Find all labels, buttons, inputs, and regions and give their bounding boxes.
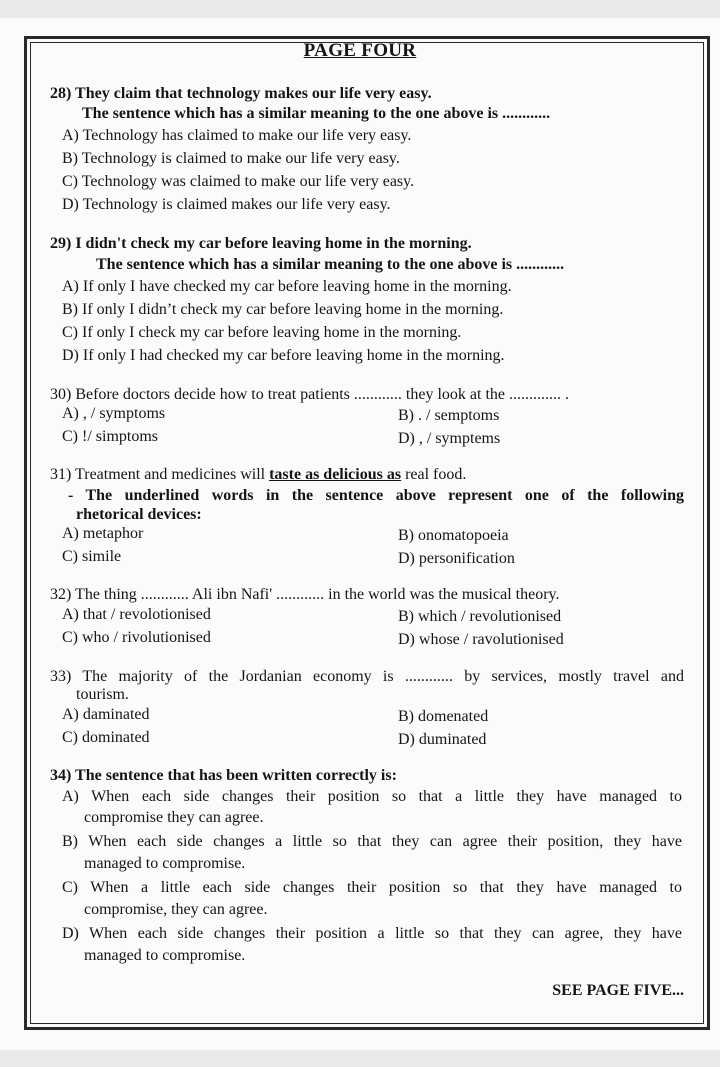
q33-option-b: B) domenated <box>398 708 489 725</box>
q29-option-c: C) If only I check my car before leaving home in the morning. <box>62 324 462 341</box>
q31-option-d: D) personification <box>398 550 515 567</box>
q28-option-d: D) Technology is claimed makes our life very easy. <box>62 196 391 213</box>
q28-option-b: B) Technology is claimed to make our life very easy. <box>62 150 400 167</box>
q28-option-c: C) Technology was claimed to make our life very easy. <box>62 173 415 190</box>
q31-option-b: B) onomatopoeia <box>398 527 509 544</box>
q34-option-b: B) When each side changes a little so that they can agree their position, they have <box>62 833 682 850</box>
q34-option-c: C) When a little each side changes their position so that they have managed to <box>62 879 682 896</box>
footer-next-page: SEE PAGE FIVE... <box>552 982 684 999</box>
q31-stem-end: real food. <box>401 466 467 483</box>
q29-instruction: The sentence which has a similar meaning to the one above is ............ <box>96 256 565 273</box>
page-title: PAGE FOUR <box>303 40 417 61</box>
q33-option-c: C) dominated <box>62 729 150 746</box>
q30-option-c: C) !/ simptoms <box>62 428 159 445</box>
q32-option-a: A) that / revolotionised <box>62 606 211 623</box>
q29-option-b: B) If only I didn’t check my car before leaving home in the morning. <box>62 301 504 318</box>
q28-stem: 28) They claim that technology makes our life very easy. <box>50 85 432 102</box>
q33-stem-cont: tourism. <box>76 686 129 703</box>
q31-stem <box>50 465 466 484</box>
q29-option-a: A) If only I have checked my car before leaving home in the morning. <box>62 278 512 295</box>
q30-stem: 30) Before doctors decide how to treat patients ............ they look at the ............. . <box>50 386 569 403</box>
q34-option-a-cont: compromise they can agree. <box>84 809 264 826</box>
q34-option-a: A) When each side changes their position so that a little they have managed to <box>62 788 682 805</box>
q33-option-a: A) daminated <box>62 706 150 723</box>
q31-underlined-words: taste as delicious as <box>269 466 402 483</box>
q31-option-c: C) simile <box>62 548 122 565</box>
q28-instruction: The sentence which has a similar meaning to the one above is ............ <box>82 105 551 122</box>
q33-stem: 33) The majority of the Jordanian economy is ............ by services, mostly travel and <box>50 668 684 685</box>
q32-option-d: D) whose / ravolutionised <box>398 631 564 648</box>
q34-option-c-cont: compromise, they can agree. <box>84 901 268 918</box>
q31-instruction-cont: rhetorical devices: <box>76 506 202 523</box>
q33-option-d: D) duminated <box>398 731 487 748</box>
q31-option-a: A) metaphor <box>62 525 144 542</box>
q32-option-b: B) which / revolutionised <box>398 608 562 625</box>
q34-option-d-cont: managed to compromise. <box>84 947 246 964</box>
q31-instruction: - The underlined words in the sentence above represent one of the following <box>68 487 684 504</box>
q30-option-a: A) , / symptoms <box>62 405 166 422</box>
q30-option-d: D) , / symptems <box>398 430 501 447</box>
q30-option-b: B) . / semptoms <box>398 407 500 424</box>
q34-option-b-cont: managed to compromise. <box>84 855 246 872</box>
q34-option-d: D) When each side changes their position a little so that they can agree, they have <box>62 925 682 942</box>
q29-stem: 29) I didn't check my car before leaving home in the morning. <box>50 235 472 252</box>
q29-option-d: D) If only I had checked my car before leaving home in the morning. <box>62 347 505 364</box>
q31-stem-start: 31) Treatment and medicines will <box>50 466 270 483</box>
q34-stem: 34) The sentence that has been written correctly is: <box>50 767 397 784</box>
q28-option-a: A) Technology has claimed to make our life very easy. <box>62 127 412 144</box>
q32-option-c: C) who / rivolutionised <box>62 629 211 646</box>
q32-stem: 32) The thing ............ Ali ibn Nafi' ............ in the world was the musical theory. <box>50 586 560 603</box>
